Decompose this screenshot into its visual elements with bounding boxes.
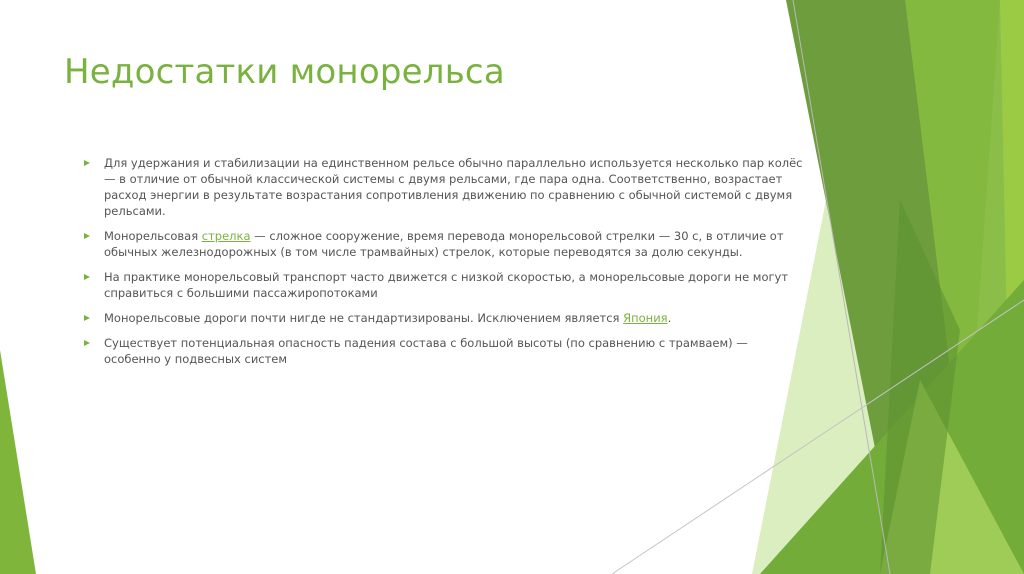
bullet-arrow-icon <box>84 160 90 166</box>
link-strelka[interactable]: стрелка <box>201 229 251 243</box>
bullet-arrow-icon <box>84 340 90 346</box>
slide-title: Недостатки монорельса <box>64 52 505 92</box>
bullet-text-after: . <box>667 311 672 325</box>
bullet-text: Существует потенциальная опасность падения состава с большой высоты (по сравнению с трамваем) — особенно у подвесных систем <box>104 336 748 366</box>
bullet-item-5 <box>84 335 808 367</box>
bullet-item-3 <box>84 269 808 301</box>
link-yaponiya[interactable]: Япония <box>623 311 668 325</box>
bullet-arrow-icon <box>84 233 90 239</box>
bullet-text: На практике монорельсовый транспорт часто движется с низкой скоростью, а монорельсовые дороги не могут справиться с большими пассажиропотоками <box>104 270 789 300</box>
bullet-text: Для удержания и стабилизации на единственном рельсе обычно параллельно используется несколько пар колёс — в отличие от обычной классической системы с двумя рельсами, где пара одна. Соответственно, возрастает расход энергии в результате возрастания сопротивления движению по сравнению с обычной системой с двумя рельсами. <box>104 156 803 218</box>
bullet-list <box>84 155 808 376</box>
bullet-arrow-icon <box>84 274 90 280</box>
bullet-text-after: — сложное сооружение, время перевода монорельсовой стрелки — 30 с, в отличие от обычных железнодорожных (в том числе трамвайных) стрелок, которые переводятся за долю секунды. <box>104 229 784 259</box>
bullet-item-4 <box>84 310 808 326</box>
bullet-item-1 <box>84 155 808 219</box>
bullet-arrow-icon <box>84 315 90 321</box>
left-green-sliver <box>0 350 36 574</box>
bullet-text-before: Монорельсовая <box>104 229 202 243</box>
bullet-item-2 <box>84 228 808 260</box>
bullet-text-before: Монорельсовые дороги почти нигде не стандартизированы. Исключением является <box>104 311 624 325</box>
